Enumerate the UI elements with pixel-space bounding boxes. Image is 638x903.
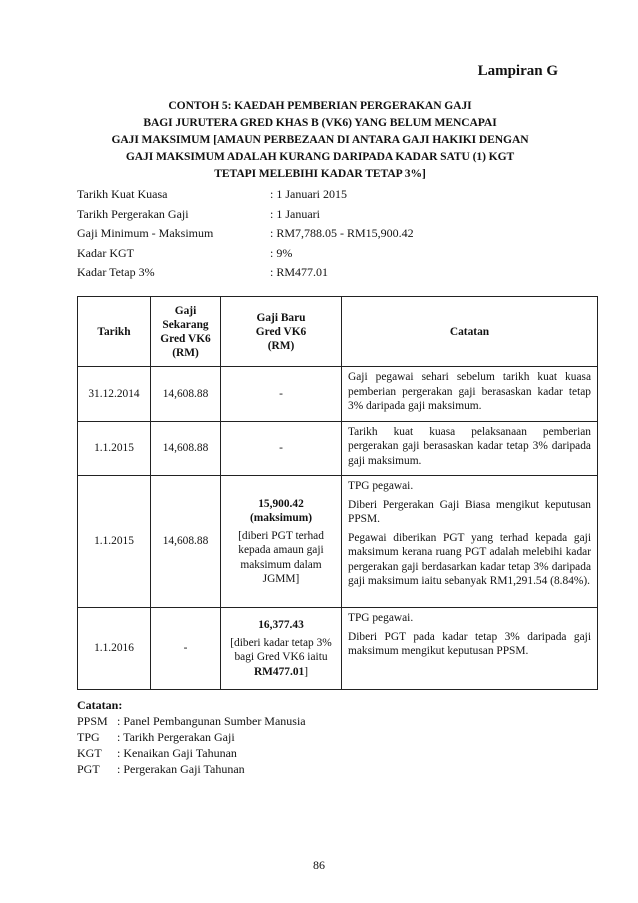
title-line: TETAPI MELEBIHI KADAR TETAP 3%] bbox=[214, 167, 426, 180]
cell-gaji-baru: - bbox=[221, 421, 342, 476]
header-line: Sekarang bbox=[162, 318, 209, 331]
info-label: Tarikh Kuat Kuasa bbox=[77, 187, 168, 201]
catatan-text: TPG pegawai. bbox=[348, 480, 414, 492]
header-line: (RM) bbox=[267, 339, 295, 352]
notes-item bbox=[77, 761, 306, 777]
gaji-baru-value: 15,900.42 bbox=[258, 497, 304, 510]
header-gaji-sekarang bbox=[151, 297, 221, 367]
table-header-row bbox=[78, 297, 598, 367]
cell-catatan bbox=[342, 367, 598, 422]
info-value: : 1 Januari 2015 bbox=[270, 187, 347, 201]
info-value: : 1 Januari bbox=[270, 206, 320, 221]
info-row bbox=[77, 246, 414, 266]
header-catatan: Catatan bbox=[342, 297, 598, 367]
cell-gaji-sekarang: 14,608.88 bbox=[151, 476, 221, 608]
gaji-baru-note-end: ] bbox=[304, 665, 309, 678]
document-title bbox=[60, 97, 580, 182]
info-value: : 9% bbox=[270, 245, 293, 260]
notes-desc: : Pergerakan Gaji Tahunan bbox=[117, 762, 245, 776]
notes-abbr: PGT bbox=[77, 762, 100, 776]
notes-abbr: TPG bbox=[77, 730, 100, 744]
info-row bbox=[77, 207, 414, 227]
notes-item bbox=[77, 745, 306, 761]
gaji-baru-note-text: [diberi kadar tetap 3% bagi Gred VK6 iaitu bbox=[230, 636, 332, 663]
cell-gaji-sekarang: - bbox=[151, 608, 221, 690]
title-line: BAGI JURUTERA GRED KHAS B (VK6) YANG BELUM MENCAPAI bbox=[143, 116, 497, 129]
info-value: : RM477.01 bbox=[270, 265, 329, 279]
salary-table bbox=[77, 296, 598, 690]
notes-item bbox=[77, 713, 306, 729]
gaji-baru-note-amount: RM477.01 bbox=[253, 665, 305, 678]
notes-desc: : Kenaikan Gaji Tahunan bbox=[117, 746, 237, 760]
notes-block bbox=[77, 697, 306, 777]
cell-gaji-baru bbox=[221, 476, 342, 608]
cell-tarikh: 31.12.2014 bbox=[78, 367, 151, 422]
appendix-label: Lampiran G bbox=[477, 63, 558, 79]
cell-tarikh: 1.1.2015 bbox=[78, 421, 151, 476]
info-label: Kadar KGT bbox=[77, 245, 134, 260]
notes-abbr: KGT bbox=[77, 746, 102, 760]
cell-gaji-sekarang: 14,608.88 bbox=[151, 367, 221, 422]
header-tarikh: Tarikh bbox=[78, 297, 151, 367]
gaji-baru-note bbox=[227, 636, 335, 680]
title-line: GAJI MAKSIMUM ADALAH KURANG DARIPADA KADAR SATU (1) KGT bbox=[125, 150, 515, 163]
cell-catatan bbox=[342, 476, 598, 608]
cell-catatan bbox=[342, 608, 598, 690]
header-line: (RM) bbox=[172, 346, 199, 359]
info-block bbox=[77, 187, 414, 285]
notes-desc: : Tarikh Pergerakan Gaji bbox=[117, 730, 235, 744]
gaji-baru-value: 16,377.43 bbox=[258, 619, 304, 631]
catatan-text: Diberi Pergerakan Gaji Biasa mengikut keputusan PPSM. bbox=[348, 498, 591, 525]
header-line: Gred VK6 bbox=[160, 332, 211, 345]
info-row bbox=[77, 265, 414, 285]
cell-gaji-baru: - bbox=[221, 367, 342, 422]
cell-tarikh: 1.1.2015 bbox=[78, 476, 151, 608]
page-number: 86 bbox=[313, 858, 325, 872]
catatan-text: Tarikh kuat kuasa pelaksanaan pemberian pergerakan gaji berasaskan kadar tetap 3% daripada gaji maksimum. bbox=[348, 425, 591, 467]
table-row bbox=[78, 367, 598, 422]
notes-abbr: PPSM bbox=[77, 714, 108, 728]
header-line: Gaji bbox=[174, 304, 197, 317]
notes-desc: : Panel Pembangunan Sumber Manusia bbox=[117, 714, 306, 728]
table-row bbox=[78, 608, 598, 690]
table-row bbox=[78, 421, 598, 476]
notes-item bbox=[77, 729, 306, 745]
catatan-text: Gaji pegawai sehari sebelum tarikh kuat kuasa pemberian pergerakan gaji berasaskan kadar tetap 3% daripada gaji maksimum. bbox=[348, 371, 591, 412]
gaji-baru-value-note: (maksimum) bbox=[249, 512, 312, 524]
info-row bbox=[77, 226, 414, 246]
cell-tarikh: 1.1.2016 bbox=[78, 608, 151, 690]
info-value: : RM7,788.05 - RM15,900.42 bbox=[270, 226, 414, 240]
info-label: Kadar Tetap 3% bbox=[77, 265, 155, 279]
info-row bbox=[77, 187, 414, 207]
table-row bbox=[78, 476, 598, 608]
cell-gaji-sekarang: 14,608.88 bbox=[151, 421, 221, 476]
cell-catatan bbox=[342, 421, 598, 476]
catatan-text: Diberi PGT pada kadar tetap 3% daripada gaji maksimum mengikut keputusan PPSM. bbox=[348, 630, 591, 657]
catatan-text: TPG pegawai. bbox=[348, 612, 414, 624]
title-line: GAJI MAKSIMUM [AMAUN PERBEZAAN DI ANTARA GAJI HAKIKI DENGAN bbox=[111, 133, 529, 146]
info-label: Tarikh Pergerakan Gaji bbox=[77, 206, 189, 221]
info-label: Gaji Minimum - Maksimum bbox=[77, 226, 214, 240]
header-gaji-baru bbox=[221, 297, 342, 367]
header-line: Gred VK6 bbox=[255, 325, 307, 338]
notes-title: Catatan: bbox=[77, 698, 123, 712]
header-line: Gaji Baru bbox=[256, 311, 306, 324]
title-line: CONTOH 5: KAEDAH PEMBERIAN PERGERAKAN GAJI bbox=[168, 99, 472, 112]
catatan-text: Pegawai diberikan PGT yang terhad kepada gaji maksimum kerana ruang PGT adalah melebihi kadar pergerakan gaji berdasarkan kadar tetap 3% daripada gaji maksimum iaitu sebanyak RM1,291.54 (8.84%). bbox=[348, 531, 591, 587]
cell-gaji-baru bbox=[221, 608, 342, 690]
gaji-baru-note: [diberi PGT terhad kepada amaun gaji maksimum dalam JGMM] bbox=[238, 529, 324, 585]
